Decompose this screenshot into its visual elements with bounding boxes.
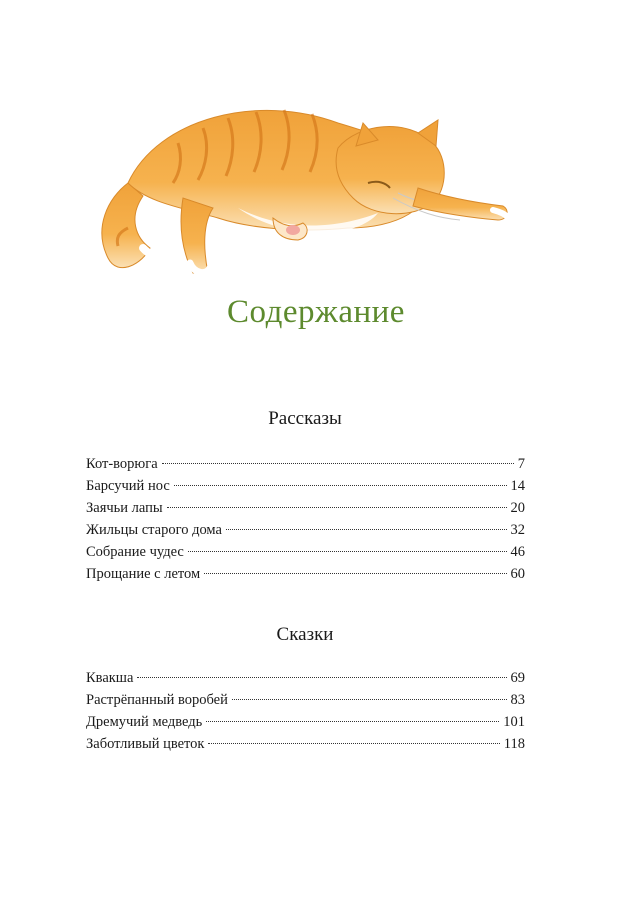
dot-leader — [174, 485, 507, 486]
section-heading-stories: Рассказы — [268, 408, 342, 429]
toc-entry-title: Барсучий нос — [86, 478, 170, 494]
toc-entry-page: 118 — [503, 736, 525, 752]
dot-leader — [137, 677, 506, 678]
toc-entry-title: Заячьи лапы — [86, 500, 163, 516]
toc-entry-page: 14 — [510, 478, 525, 494]
toc-entry-title: Жильцы старого дома — [86, 522, 222, 538]
dot-leader — [188, 551, 507, 552]
toc-entry-page: 20 — [510, 500, 525, 516]
toc-entry-page: 69 — [510, 670, 525, 686]
toc-entry-page: 46 — [510, 544, 525, 560]
toc-entry[interactable] — [86, 453, 525, 475]
toc-entry-title: Дремучий медведь — [86, 714, 203, 730]
toc-entry-page: 60 — [510, 566, 525, 582]
toc-entry-page: 83 — [510, 692, 525, 708]
toc-entry[interactable] — [86, 733, 525, 755]
toc-entry[interactable] — [86, 541, 525, 563]
dot-leader — [208, 743, 499, 744]
sleeping-cat-illustration — [88, 88, 518, 288]
section-heading-tales: Сказки — [276, 624, 334, 645]
dot-leader — [167, 507, 507, 508]
toc-entry[interactable] — [86, 475, 525, 497]
toc-entry-title: Заботливый цветок — [86, 736, 205, 752]
toc-entry-title: Квакша — [86, 670, 134, 686]
toc-entry-page: 7 — [517, 456, 525, 472]
dot-leader — [162, 463, 514, 464]
toc-entry-title: Прощание с летом — [86, 566, 201, 582]
toc-entry-page: 32 — [510, 522, 525, 538]
toc-list-stories — [86, 453, 525, 585]
toc-entry-title: Кот-ворюга — [86, 456, 158, 472]
toc-entry-title: Растрёпанный воробей — [86, 692, 228, 708]
toc-entry-page: 101 — [503, 714, 525, 730]
toc-entry[interactable] — [86, 667, 525, 689]
toc-entry-title: Собрание чудес — [86, 544, 184, 560]
toc-list-tales — [86, 667, 525, 755]
toc-entry[interactable] — [86, 711, 525, 733]
dot-leader — [206, 721, 499, 722]
toc-entry[interactable] — [86, 497, 525, 519]
toc-entry[interactable] — [86, 519, 525, 541]
dot-leader — [204, 573, 506, 574]
page-title: Содержание — [227, 294, 405, 330]
toc-entry[interactable] — [86, 689, 525, 711]
dot-leader — [226, 529, 507, 530]
dot-leader — [232, 699, 507, 700]
toc-entry[interactable] — [86, 563, 525, 585]
